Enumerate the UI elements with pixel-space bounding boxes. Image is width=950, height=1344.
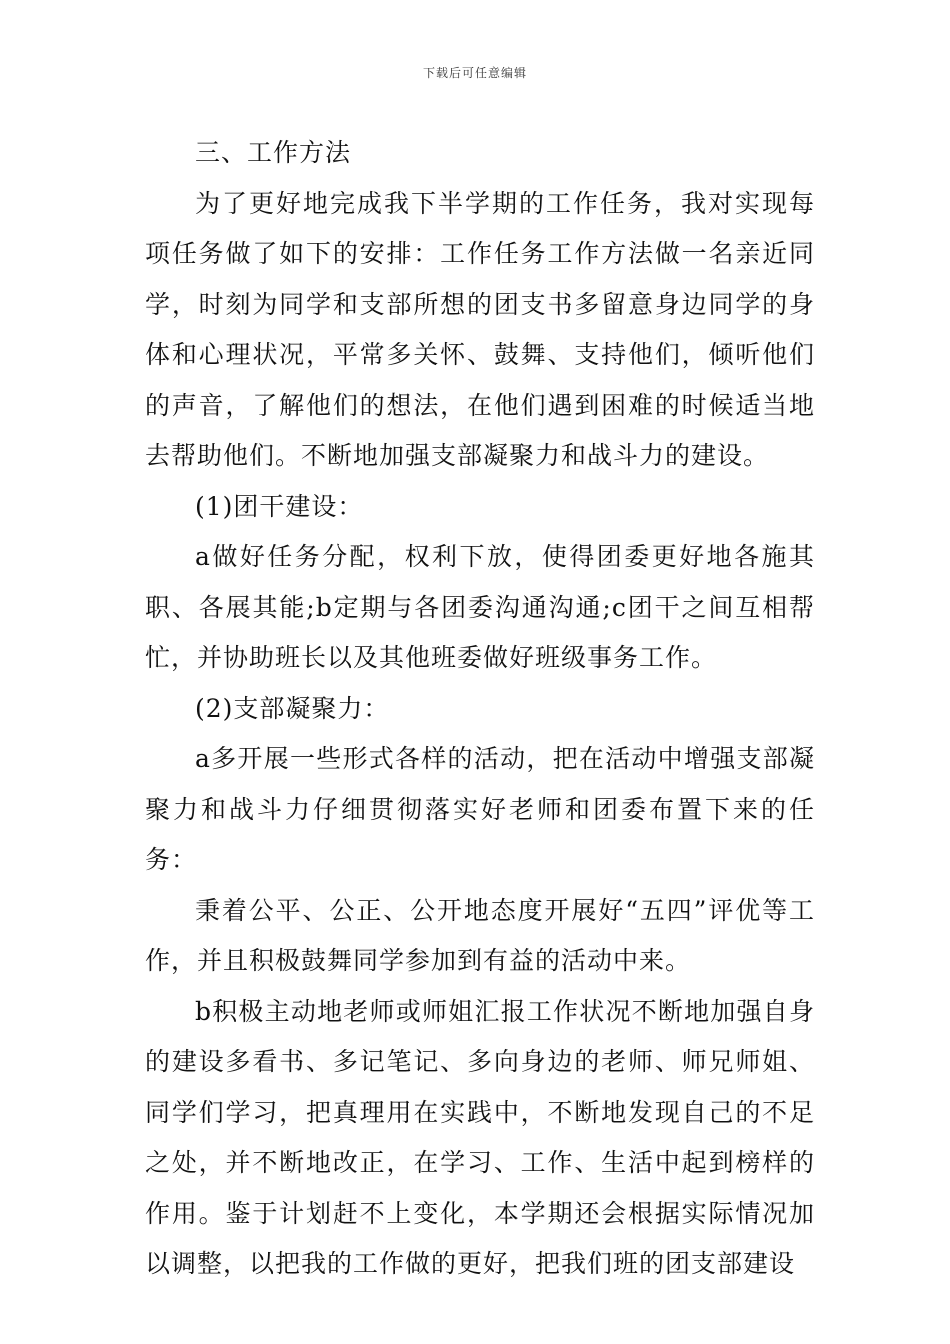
paragraph-intro: 为了更好地完成我下半学期的工作任务，我对实现每项任务做了如下的安排：工作任务工作方法做一名亲近同学，时刻为同学和支部所想的团支书多留意身边同学的身体和心理状况，平常多关怀、鼓舞、支持他们，倾听他们的声音，了解他们的想法，在他们遇到困难的时候适当地去帮助他们。不断地加强支部凝聚力和战斗力的建设。 <box>145 188 815 470</box>
paragraph-cadre-building: a做好任务分配，权利下放，使得团委更好地各施其职、各展其能;b定期与各团委沟通沟通;c团干之间互相帮忙，并协助班长以及其他班委做好班级事务工作。 <box>145 542 815 672</box>
section-heading: 三、工作方法 <box>195 138 352 167</box>
paragraph-self-building: b积极主动地老师或师姐汇报工作状况不断地加强自身的建设多看书、多记笔记、多向身边的老师、师兄师姐、同学们学习，把真理用在实践中，不断地发现自己的不足之处，并不断地改正，在学习、工作、生活中起到榜样的作用。鉴于计划赶不上变化，本学期还会根据实际情况加以调整，以把我的工作做的更好，把我们班的团支部建设 <box>145 996 815 1278</box>
subheading-cadre-building: (1)团干建设： <box>195 491 364 521</box>
paragraph-evaluation: 秉着公平、公正、公开地态度开展好“五四”评优等工作，并且积极鼓舞同学参加到有益的活动中来。 <box>145 895 815 975</box>
subheading-cohesion: (2)支部凝聚力： <box>195 693 390 723</box>
document-body <box>145 128 815 1290</box>
header-note: 下载后可任意编辑 <box>422 66 527 80</box>
paragraph-activities: a多开展一些形式各样的活动，把在活动中增强支部凝聚力和战斗力仔细贯彻落实好老师和团委布置下来的任务： <box>145 744 815 874</box>
